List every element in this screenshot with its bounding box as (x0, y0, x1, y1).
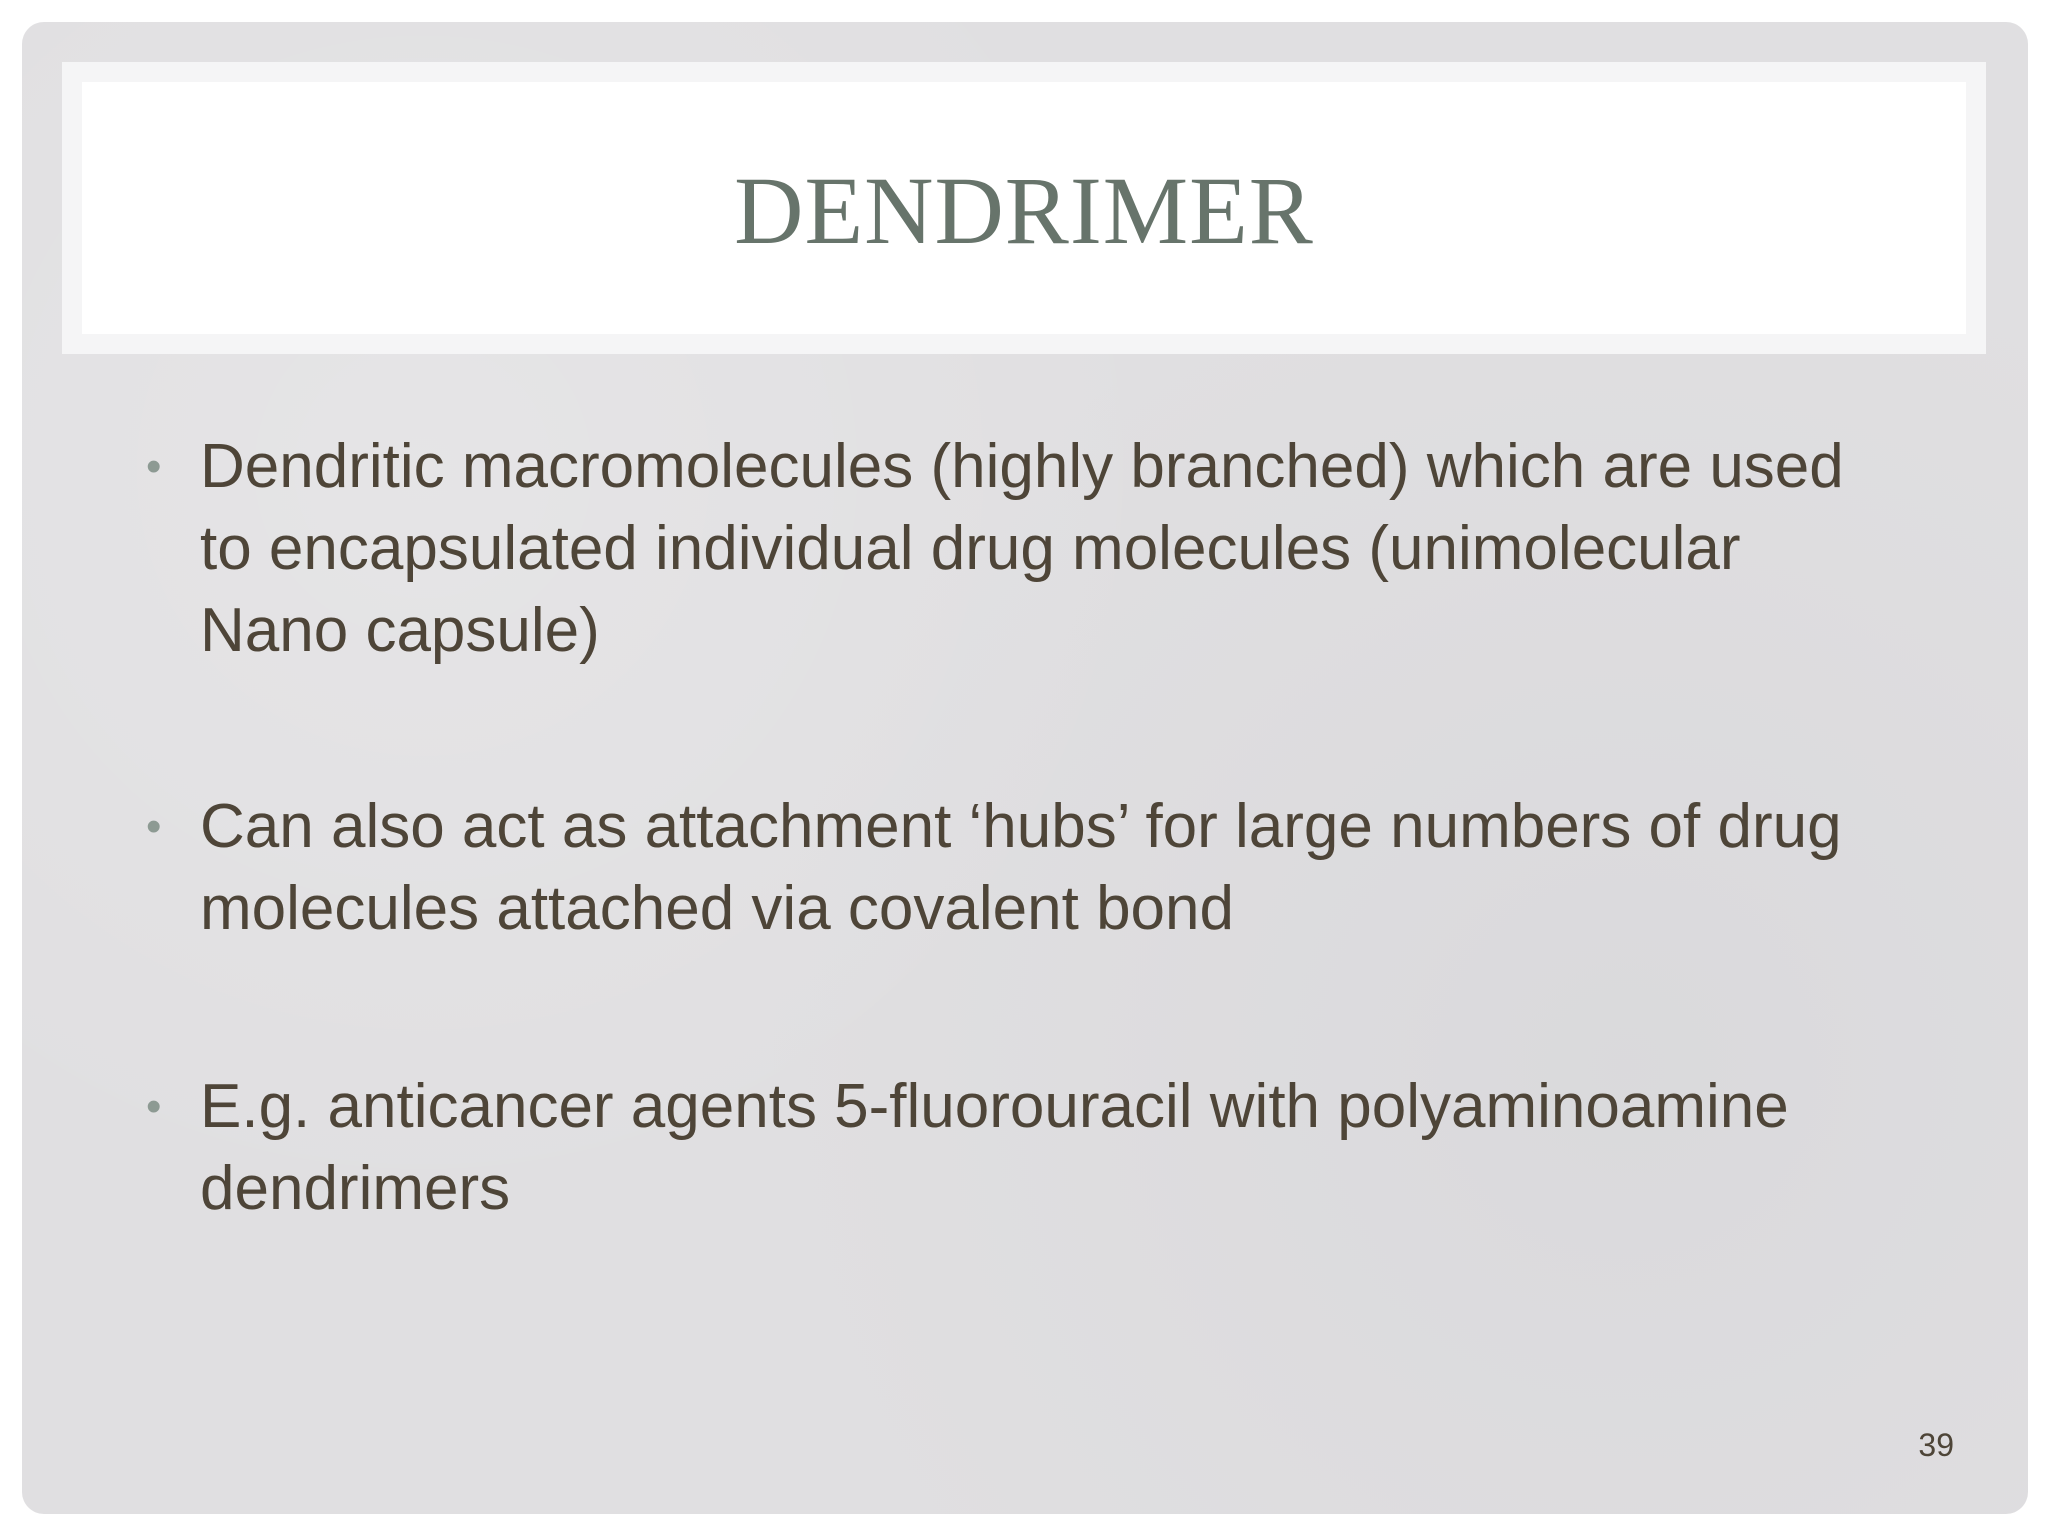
bullet-marker: • (146, 442, 162, 491)
bullet-item-3: E.g. anticancer agents 5-fluorouracil with polyaminoamine dendrimers (200, 1072, 1789, 1223)
bullet-marker: • (146, 802, 162, 851)
bullet-list (22, 22, 2028, 1514)
bullet-item-2: Can also act as attachment ‘hubs’ for large numbers of drug molecules attached via covalent bond (200, 792, 1842, 943)
bullet-item-1: Dendritic macromolecules (highly branched) which are used to encapsulated individual drug molecules (unimolecular Nano capsule) (200, 432, 1844, 665)
bullet-marker: • (146, 1082, 162, 1131)
slide-title: DENDRIMER (734, 157, 1314, 264)
slide (22, 22, 2028, 1514)
page-number: 39 (1918, 1427, 1954, 1463)
